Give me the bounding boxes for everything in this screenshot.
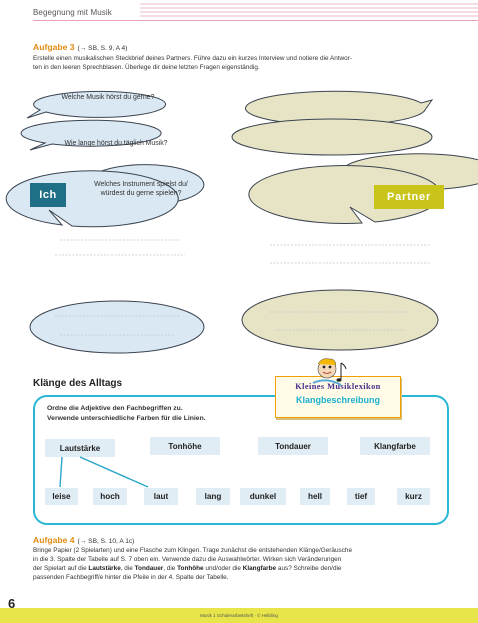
instruction-line: Verwende unterschiedliche Farben für die Linien. bbox=[47, 415, 206, 422]
aufgabe3-text bbox=[33, 54, 453, 72]
bubble-q3-line: Welches Instrument spielst du/ bbox=[94, 181, 188, 188]
adj-tief[interactable]: tief bbox=[347, 488, 375, 505]
footer-text: Musik 1 Schülerarbeitsheft · © Helbling bbox=[200, 613, 278, 618]
bubble-q1-text: Welche Musik hörst du gerne? bbox=[61, 94, 155, 101]
bubble-q3-line: würdest du gerne spielen? bbox=[100, 190, 182, 197]
klaenge-title: Klänge des Alltags bbox=[33, 378, 123, 389]
aufgabe4-text-part: , die bbox=[163, 565, 178, 572]
adj-hell[interactable]: hell bbox=[300, 488, 330, 505]
aufgabe4-ref: (→ SB, S. 10, A 1c) bbox=[77, 538, 135, 545]
term-klangfarbe[interactable]: Klangfarbe bbox=[360, 437, 430, 455]
adj-dunkel[interactable]: dunkel bbox=[240, 488, 286, 505]
aufgabe4-text-part: aus? Schreibe den/die bbox=[276, 565, 342, 572]
aufgabe4-text-part: der Spielart auf die bbox=[33, 565, 89, 572]
aufgabe4-term: Lautstärke bbox=[88, 565, 121, 572]
music-mascot-icon bbox=[305, 355, 357, 391]
aufgabe4-text-part: und/oder die bbox=[203, 565, 243, 572]
partner-bubble-2 bbox=[232, 119, 432, 155]
aufgabe4-term: Tonhöhe bbox=[177, 565, 204, 572]
header-rule bbox=[33, 20, 478, 21]
partner-bubble-5 bbox=[242, 290, 438, 350]
adj-leise[interactable]: leise bbox=[45, 488, 78, 505]
aufgabe3-ref: (→ SB, S. 9, A 4) bbox=[77, 45, 128, 52]
adj-lang[interactable]: lang bbox=[196, 488, 230, 505]
aufgabe4-term: Tondauer bbox=[134, 565, 164, 572]
term-tondauer[interactable]: Tondauer bbox=[258, 437, 328, 455]
lexikon-subtitle: Klangbeschreibung bbox=[295, 395, 380, 405]
aufgabe3-line: Erstelle einen musikalischen Steckbrief deines Partners. Führe dazu ein kurzes Interview und notiere die Antwor- bbox=[33, 55, 352, 62]
aufgabe4-line: passenden Fachbegriff/e hinter die Pfeile in der 4. Spalte der Tabelle. bbox=[33, 574, 229, 581]
aufgabe4-term: Klangfarbe bbox=[242, 565, 277, 572]
aufgabe4-title: Aufgabe 4 bbox=[33, 535, 75, 545]
aufgabe4-text bbox=[33, 546, 463, 582]
aufgabe4-heading bbox=[33, 535, 134, 545]
term-lautstaerke[interactable]: Lautstärke bbox=[45, 439, 115, 457]
aufgabe4-line bbox=[33, 564, 463, 573]
aufgabe3-line: ten in den leeren Sprechblasen. Überlege dir deine letzten Fragen eigenständig. bbox=[33, 64, 260, 71]
adj-laut[interactable]: laut bbox=[144, 488, 178, 505]
adj-kurz[interactable]: kurz bbox=[397, 488, 430, 505]
bubble-answer-2 bbox=[30, 301, 204, 353]
aufgabe3-heading bbox=[33, 42, 127, 52]
bubble-q3-text bbox=[82, 180, 200, 198]
lexikon-title: Kleines Musiklexikon bbox=[295, 382, 381, 391]
tag-ich: Ich bbox=[30, 183, 66, 207]
tag-partner: Partner bbox=[374, 185, 444, 209]
speech-bubbles bbox=[0, 80, 478, 370]
adj-hoch[interactable]: hoch bbox=[93, 488, 127, 505]
bubble-q2-text: Wie lange hörst du täglich Musik? bbox=[64, 140, 168, 147]
term-tonhoehe[interactable]: Tonhöhe bbox=[150, 437, 220, 455]
aufgabe4-line: in die 3. Spalte der Tabelle auf S. 7 oben ein. Verwende dazu die Auswahlwörter. Wirken sich Veränderungen bbox=[33, 556, 342, 563]
page-number: 6 bbox=[8, 596, 16, 611]
aufgabe3-title: Aufgabe 3 bbox=[33, 42, 75, 52]
header-title: Begegnung mit Musik bbox=[33, 8, 112, 17]
aufgabe4-text-part: , die bbox=[120, 565, 135, 572]
aufgabe4-line: Bringe Papier (2 Spielarten) und eine Flasche zum Klingen. Trage zunächst die entstehenden Klänge/Geräusche bbox=[33, 547, 353, 554]
instruction-line: Ordne die Adjektive den Fachbegriffen zu. bbox=[47, 405, 183, 412]
